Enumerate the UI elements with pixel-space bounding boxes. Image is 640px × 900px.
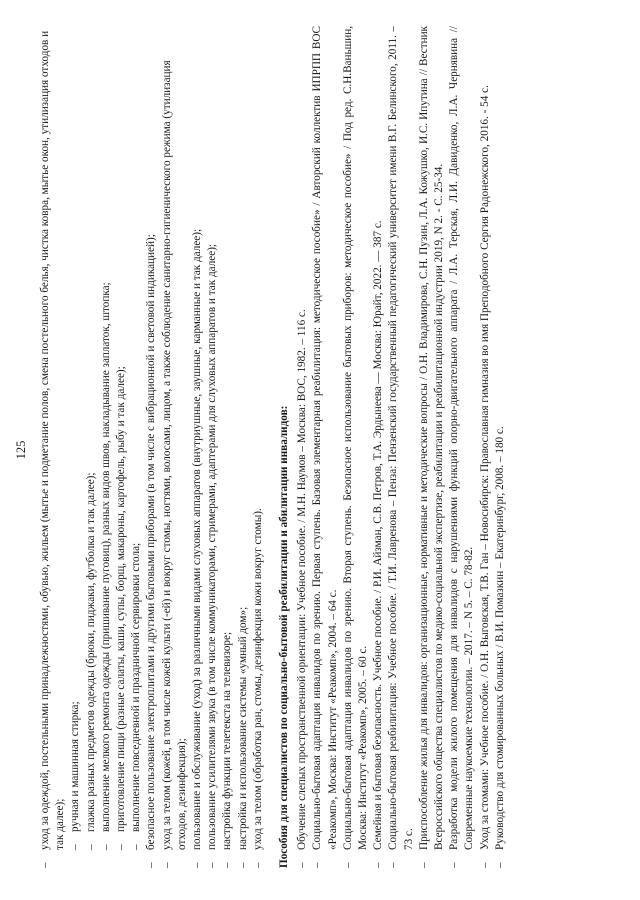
list-item: – безопасное пользование электроплитами и другими бытовыми приборами (в том числе с вибрационной и световой индикацией);	[144, 26, 159, 876]
list-subitem: – глажка разных предметов одежды (брюки, пиджаки, футболка и так далее);	[84, 26, 99, 876]
list-item: – настройка функции телетекста на телевизоре;	[220, 26, 235, 876]
page-body	[38, 26, 508, 876]
reference-list	[295, 26, 508, 876]
list-subitem: – выполнение мелкого ремонта одежды (пришивание пуговиц), разных видов швов, накладывание заплаток, штопка;	[99, 26, 114, 876]
reference-item: – Обучение слепых пространственной ориентации: Учебное пособие. / М.Н. Наумов – Москва: ВОС, 1982. – 116 с.	[295, 26, 310, 876]
reference-item: – Социально-бытовая адаптация инвалидов по зрению. Первая ступень. Базовая элементарная реабилитация: методическое пособие» / Авторский коллектив ИПРПП ВОС «Реакомп», Москва: Институт «Реакомп», 2004. – 64 с.	[310, 26, 340, 876]
list-subitem: – выполнение повседневной и праздничной сервировки стола;	[129, 26, 144, 876]
list-subitem: – ручная и машинная стирка;	[68, 26, 83, 876]
rotated-page-content	[10, 10, 630, 890]
reference-item: – Приспособление жилья для инвалидов: организационные, нормативные и методические вопросы / О.Н. Владимирова, С.Н. Пузин, Л.А. Кожушко, И.С. Ипутина // Вестник Всероссийского общества специалистов по медико-социальной экспертизе, реабилитации и реабилитационной индустрии 2019, N 2. - С. 25-34.	[417, 26, 447, 876]
list-subitem: – приготовление пищи (разные салаты, каши, супы, борщ, макароны, картофель, рыбу и так далее);	[114, 26, 129, 876]
skills-list	[38, 26, 266, 876]
list-item: – уход за телом (кожей, в том числе кожей культи (-ей) и вокруг стомы, ногтями, волосами, лицом, а также соблюдение санитарно-гигиенического режима (утилизация отходов, дезинфекция);	[160, 26, 190, 876]
list-item: – уход за одеждой, постельными принадлежностями, обувью, жильем (мытье и подметание полов, смена постельного белья, чистка ковра, мытье окон, утилизация отходов и так далее);	[38, 26, 68, 876]
reference-item: – Разработка модели жилого помещения для инвалидов с нарушениями функций опорно-двигательного аппарата / Л.А. Терская, Л.И. Давиденко, Л.А. Чернявина // Современные наукоемкие технологии. – 2017. – N 5. – С. 78-82.	[447, 26, 477, 876]
list-item: – настройка и использование системы «умный дом»;	[236, 26, 251, 876]
reference-item: – Социально-бытовая адаптация инвалидов по зрению. Вторая ступень. Безопасное использование бытовых приборов: методическое пособие» / Под ред. С.Н.Ваньшин, Москва: Институт «Реакомп», 2005. – 60 с.	[341, 26, 371, 876]
reference-item: – Уход за стомами: Учебное пособие. / О.Н. Выговская, Т.В. Ган – Новосибирск: Православная гимназия во имя Преподобного Сергия Радонежского, 2016. - 54 с.	[478, 26, 493, 876]
reference-item: – Семейная и бытовая безопасность. Учебное пособие. / Р.И. Айзман, С.В. Петров, Т.А. Эрдынеева — Москва: Юрайт, 2022. — 387 с.	[371, 26, 386, 876]
list-item: – пользование и обслуживание (уход) за различными видами слуховых аппаратов (внутриушные, заушные, карманные и так далее);	[190, 26, 205, 876]
reference-item: – Социально-бытовая реабилитация: Учебное пособие. / Т.И. Лавренова – Пенза: Пензенский государственный педагогический университет имени В.Г. Белинского, 2011. – 73 с.	[386, 26, 416, 876]
section-heading: Пособия для специалистов по социально-бытовой реабилитации и абилитации инвалидов:	[278, 405, 291, 868]
page-number: 125	[14, 440, 28, 460]
list-item: – пользование усилителями звука (в том числе коммуникаторами, стримерами, адаптерами для слуховых аппаратов и так далее);	[205, 26, 220, 876]
list-item: – уход за телом (обработка ран, стомы, дезинфекция кожи вокруг стомы).	[251, 26, 266, 876]
reference-item: – Руководство для стомированных больных / В.И. Помазкин – Екатеринбург, 2008. – 180 с.	[493, 26, 508, 876]
